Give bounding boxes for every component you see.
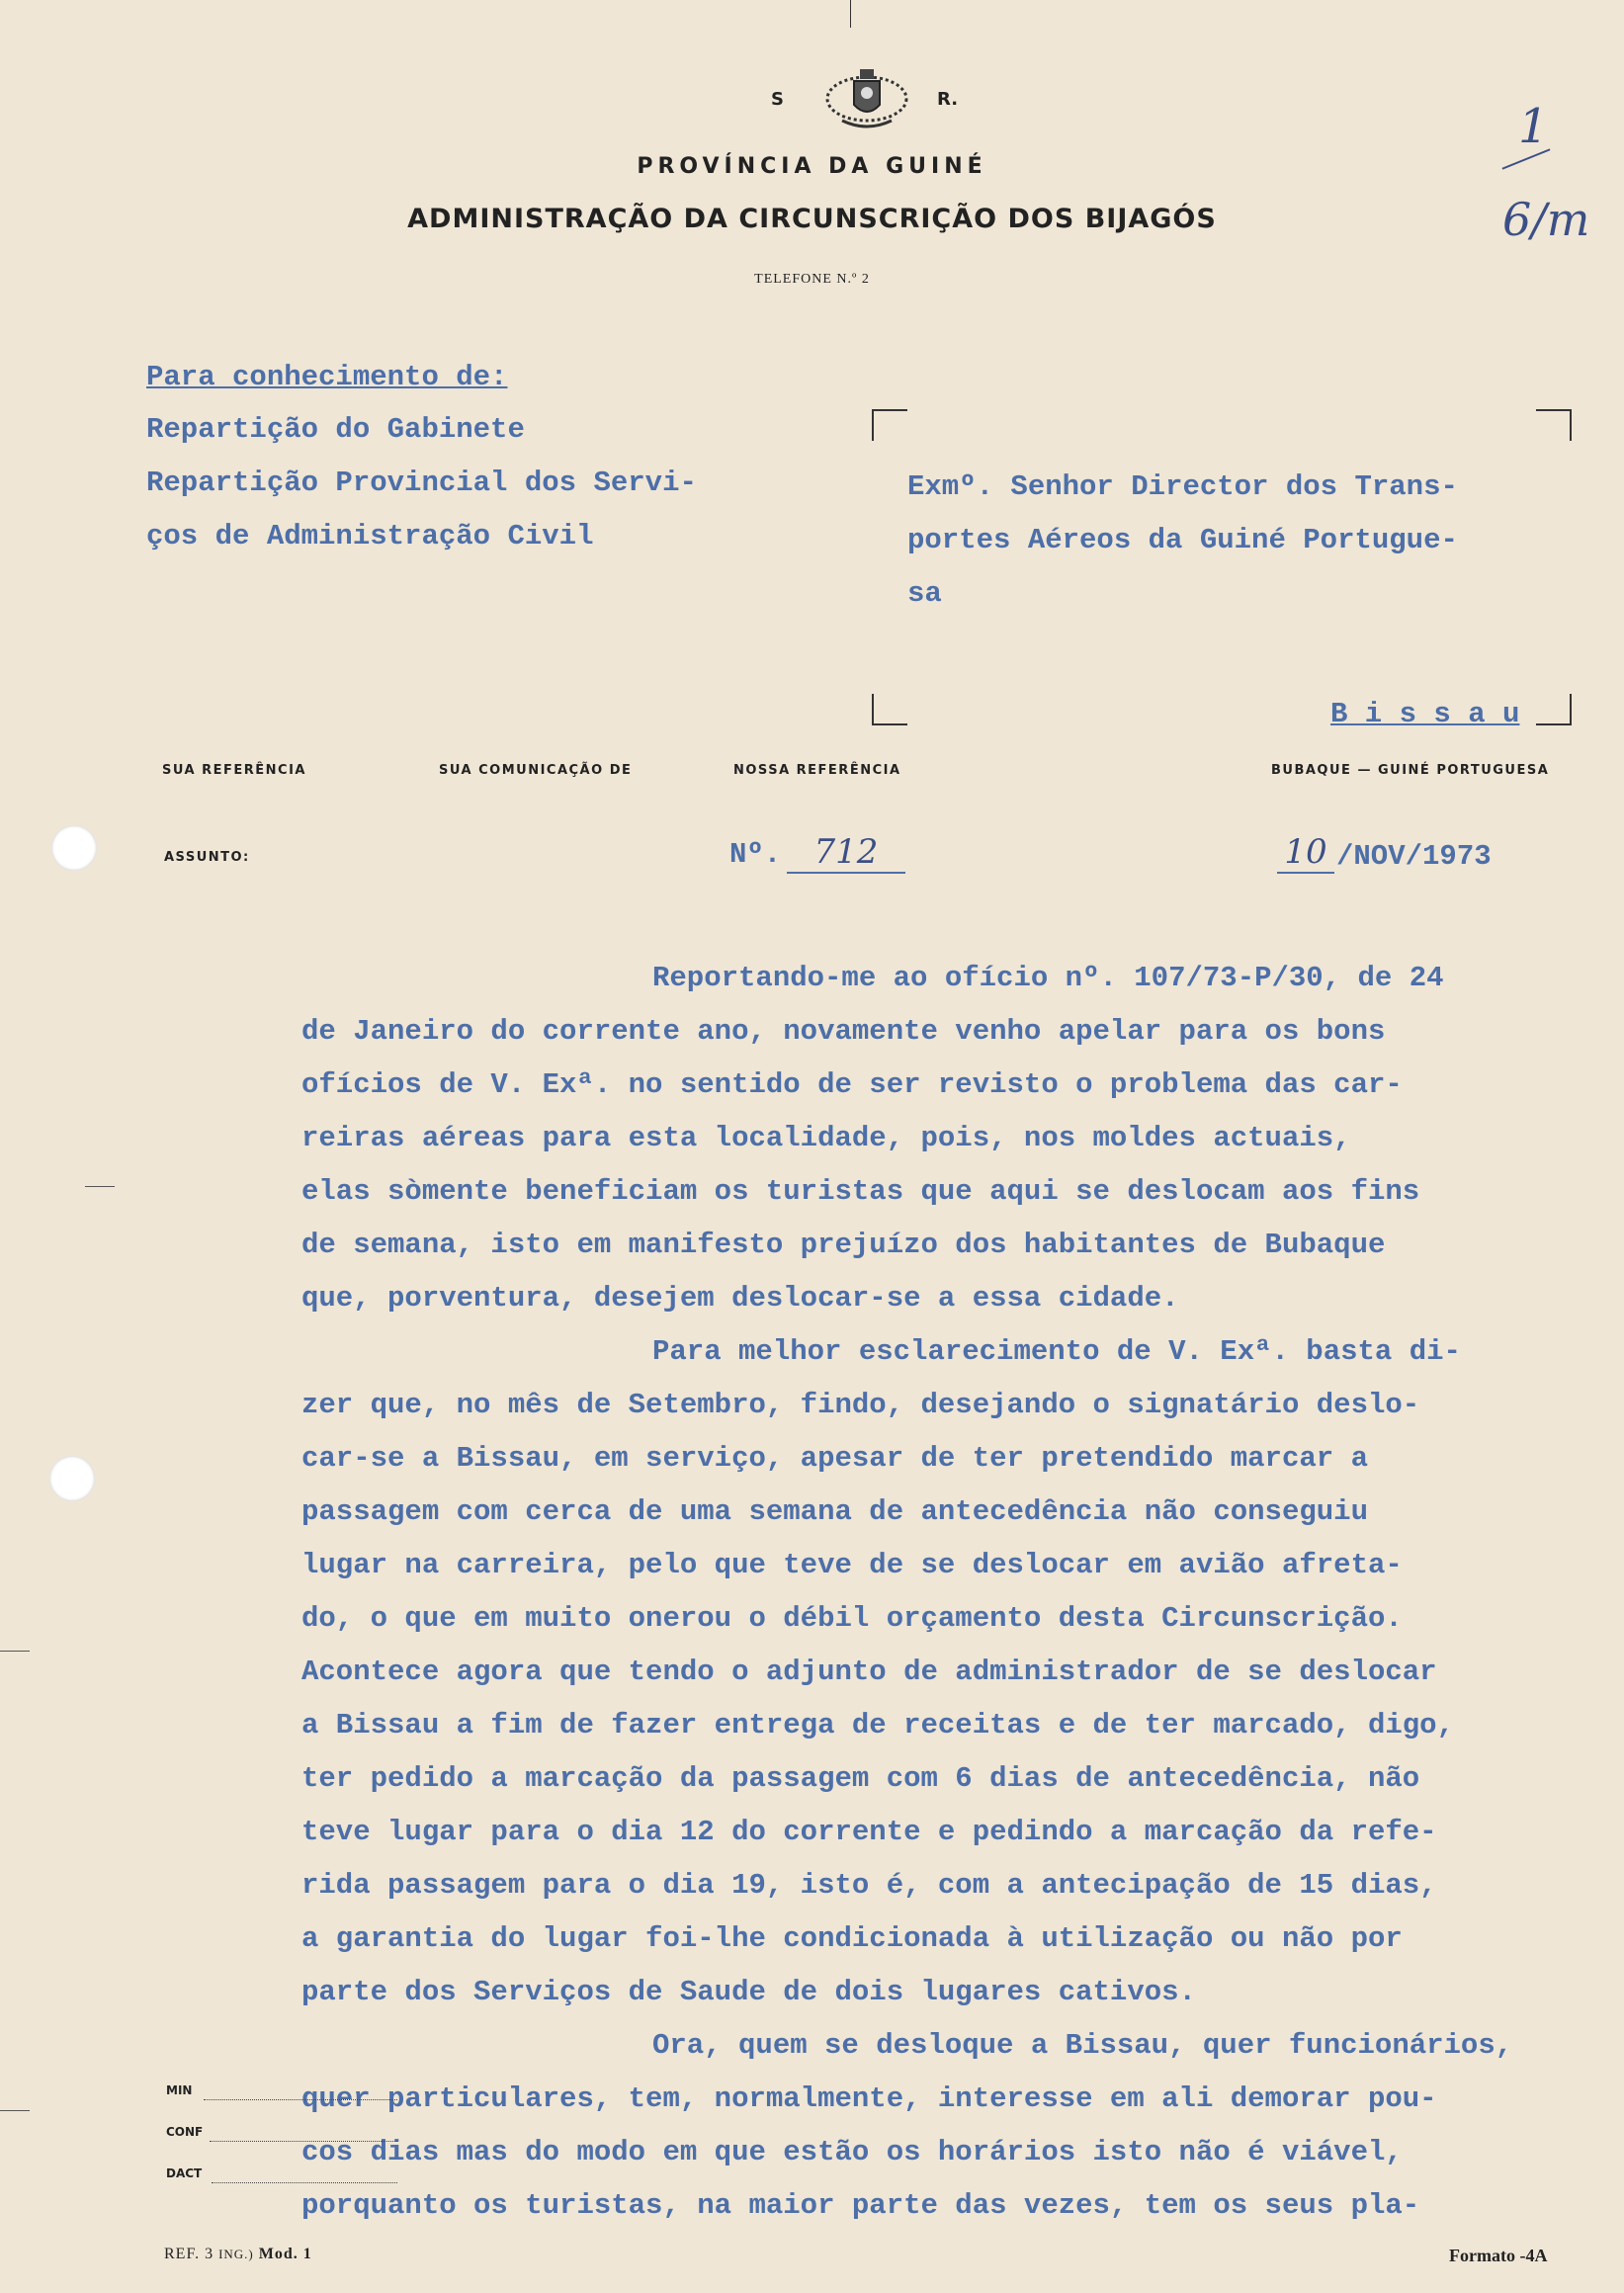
- body-line: Acontece agora que tendo o adjunto de administrador de se deslocar: [301, 1656, 1437, 1688]
- margin-tick: [0, 1651, 30, 1652]
- reference-number-value: 712: [813, 832, 879, 872]
- body-line: parte dos Serviços de Saude de dois lugares cativos.: [301, 1976, 1196, 2008]
- punch-hole-bottom: [49, 1456, 95, 1501]
- seal-letter-right: R.: [937, 89, 959, 110]
- addressee-line-1: Exmº. Senhor Director dos Trans-: [907, 470, 1458, 503]
- body-line: do, o que em muito onerou o débil orçamento desta Circunscrição.: [301, 1602, 1403, 1635]
- telephone-line: TELEFONE N.º 2: [754, 272, 870, 287]
- cc-title: Para conhecimento de:: [146, 361, 508, 393]
- footer-field-min-label: MIN: [166, 2083, 193, 2097]
- top-edge-mark: [850, 0, 851, 28]
- body-line: elas sòmente beneficiam os turistas que aqui se deslocam aos fins: [301, 1175, 1420, 1208]
- margin-note-initials: 6/m: [1502, 193, 1590, 246]
- province-heading: PROVÍNCIA DA GUINÉ: [637, 154, 987, 179]
- body-line: porquanto os turistas, na maior parte das vezes, tem os seus pla-: [301, 2189, 1420, 2222]
- body-line: a garantia do lugar foi-lhe condicionada à utilização ou não por: [301, 1922, 1403, 1955]
- margin-tick: [85, 1186, 115, 1187]
- body-line: que, porventura, desejem deslocar-se a essa cidade.: [301, 1282, 1179, 1315]
- date-month-year: /NOV/1973: [1336, 840, 1492, 873]
- body-line: rida passagem para o dia 19, isto é, com a antecipação de 15 dias,: [301, 1869, 1437, 1902]
- administration-heading: ADMINISTRAÇÃO DA CIRCUNSCRIÇÃO DOS BIJAGÓS: [407, 204, 1217, 234]
- footer-field-dact-line: [212, 2182, 397, 2183]
- cc-line-1: Repartição do Gabinete: [146, 413, 525, 446]
- address-bracket-bottom-right: [1536, 694, 1572, 725]
- body-line: ofícios de V. Exª. no sentido de ser revisto o problema das car-: [301, 1068, 1403, 1101]
- body-line: cos dias mas do modo em que estão os horários isto não é viável,: [301, 2136, 1403, 2168]
- addressee-city: B i s s a u: [1330, 698, 1520, 730]
- footer-field-dact-label: DACT: [166, 2166, 203, 2180]
- footer-model: Mod. 1: [258, 2246, 312, 2262]
- body-line: ter pedido a marcação da passagem com 6 dias de antecedência, não: [301, 1762, 1420, 1795]
- footer-field-conf-line: [210, 2141, 397, 2142]
- body-line: car-se a Bissau, em serviço, apesar de ter pretendido marcar a: [301, 1442, 1368, 1475]
- body-line: Reportando-me ao ofício nº. 107/73-P/30, de 24: [652, 962, 1444, 994]
- body-line: lugar na carreira, pelo que teve de se deslocar em avião afreta-: [301, 1549, 1403, 1581]
- margin-note-number: 1: [1518, 99, 1549, 154]
- label-sua-referencia: SUA REFERÊNCIA: [162, 763, 306, 778]
- body-line: quer particulares, tem, normalmente, interesse em ali demorar pou-: [301, 2082, 1437, 2115]
- address-bracket-bottom-left: [872, 694, 907, 725]
- date-day-value: 10: [1284, 832, 1327, 872]
- reference-number-prefix: Nº.: [729, 838, 782, 871]
- footer-format: Formato -4A: [1449, 2246, 1548, 2265]
- footer-field-conf-label: CONF: [166, 2125, 204, 2139]
- body-line: zer que, no mês de Setembro, findo, desejando o signatário deslo-: [301, 1389, 1420, 1421]
- addressee-line-2: portes Aéreos da Guiné Portugue-: [907, 524, 1458, 556]
- address-bracket-top-left: [872, 409, 907, 441]
- address-bracket-top-right: [1536, 409, 1572, 441]
- label-sua-comunicacao: SUA COMUNICAÇÃO DE: [439, 763, 633, 778]
- cc-line-2: Repartição Provincial dos Servi-: [146, 467, 697, 499]
- reference-number-field: [787, 832, 905, 874]
- footer-ing: ING.): [218, 2247, 254, 2261]
- body-line: teve lugar para o dia 12 do corrente e pedindo a marcação da refe-: [301, 1816, 1437, 1848]
- addressee-line-3: sa: [907, 577, 942, 610]
- body-line: de semana, isto em manifesto prejuízo dos habitantes de Bubaque: [301, 1229, 1386, 1261]
- footer-ref: [164, 2246, 312, 2263]
- body-line: reiras aéreas para esta localidade, pois, nos moldes actuais,: [301, 1122, 1351, 1154]
- label-nossa-referencia: NOSSA REFERÊNCIA: [733, 763, 901, 778]
- date-day-field: [1277, 832, 1334, 874]
- label-assunto: ASSUNTO:: [164, 850, 250, 865]
- label-place: BUBAQUE — GUINÉ PORTUGUESA: [1271, 763, 1550, 778]
- footer-field-min-line: [204, 2099, 397, 2100]
- coat-of-arms-seal: [822, 61, 911, 132]
- footer-ref-code: REF. 3: [164, 2246, 214, 2262]
- punch-hole-top: [51, 825, 97, 871]
- cc-line-3: ços de Administração Civil: [146, 520, 594, 552]
- seal-letter-left: S: [771, 89, 784, 110]
- body-line: Ora, quem se desloque a Bissau, quer funcionários,: [652, 2029, 1513, 2062]
- margin-tick: [0, 2110, 30, 2111]
- body-line: a Bissau a fim de fazer entrega de receitas e de ter marcado, digo,: [301, 1709, 1454, 1741]
- body-line: de Janeiro do corrente ano, novamente venho apelar para os bons: [301, 1015, 1386, 1048]
- body-line: passagem com cerca de uma semana de antecedência não conseguiu: [301, 1495, 1368, 1528]
- body-line: Para melhor esclarecimento de V. Exª. basta di-: [652, 1335, 1461, 1368]
